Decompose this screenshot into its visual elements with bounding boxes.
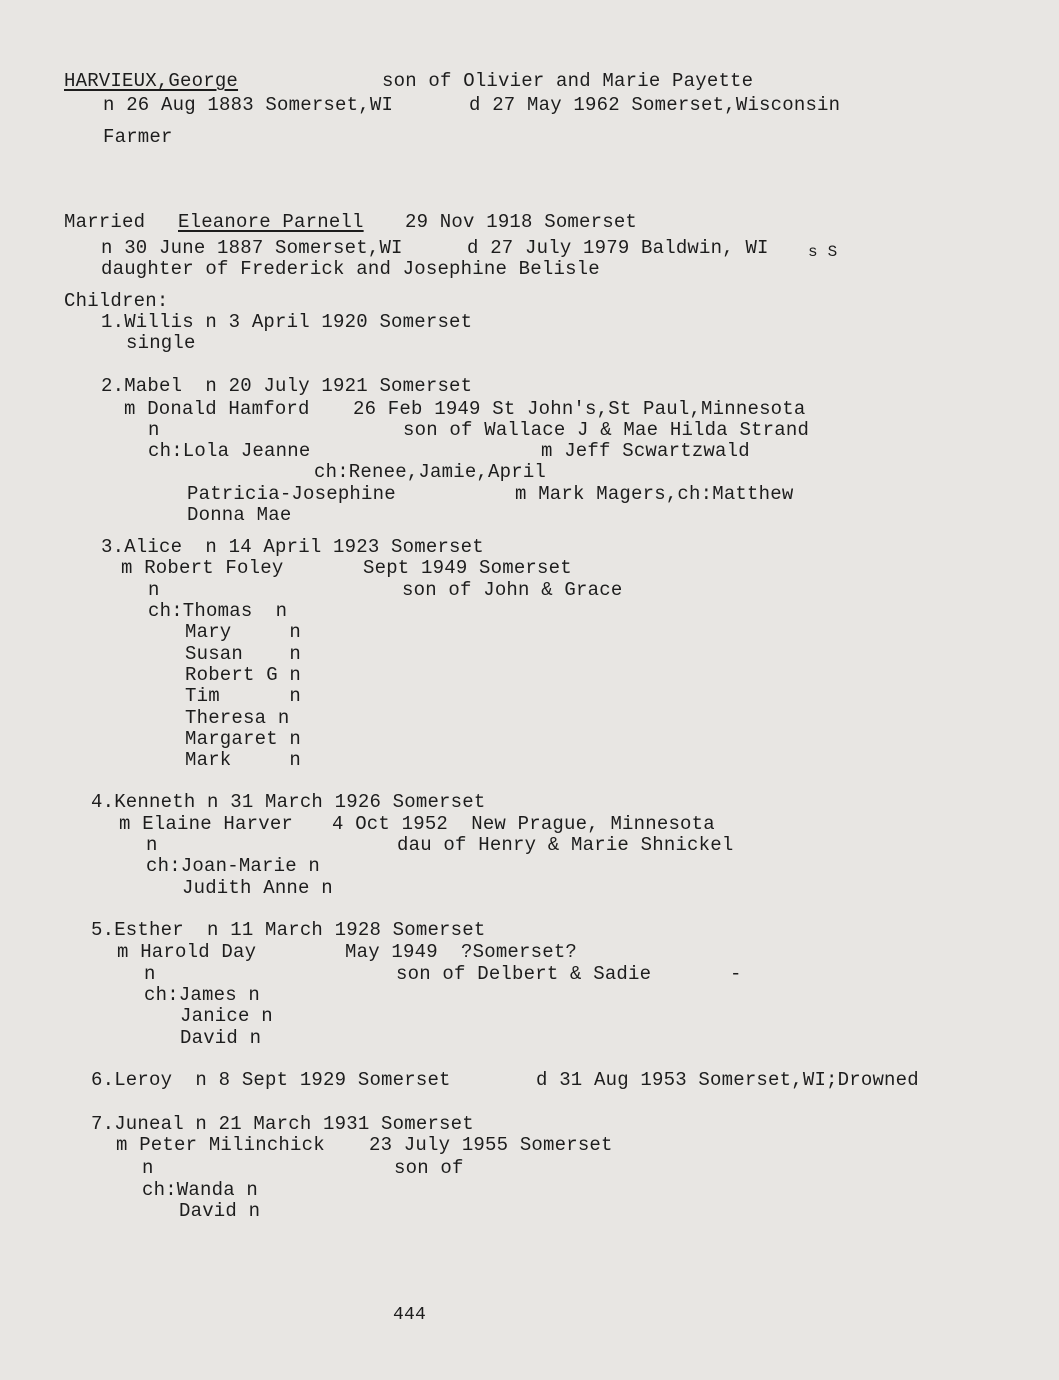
child-5-grandchild: ch:James n (144, 984, 261, 1006)
child-3-grandchild: Tim n (185, 685, 302, 707)
child-4-grandchild: ch:Joan-Marie n (146, 855, 321, 877)
child-3-grandchild: Robert G n (185, 664, 302, 686)
subject-death: d 27 May 1962 Somerset,Wisconsin (469, 94, 841, 116)
child-3-grandchild: Susan n (185, 643, 302, 665)
subject-parents: son of Olivier and Marie Payette (382, 70, 754, 92)
child-5-marriage-date: May 1949 ?Somerset? (345, 941, 578, 963)
child-5-marriage: m Harold Day (117, 941, 257, 963)
child-4-spouse-n: n (146, 834, 158, 856)
child-3-grandchild: ch:Thomas n (148, 600, 288, 622)
child-2-grandchild-3: Donna Mae (187, 504, 292, 526)
spouse-death-note: s S (808, 243, 838, 261)
child-2-spouse-parents: son of Wallace J & Mae Hilda Strand (403, 419, 810, 441)
child-6-line: 6.Leroy n 8 Sept 1929 Somerset (91, 1069, 451, 1091)
child-7-marriage-date: 23 July 1955 Somerset (369, 1134, 613, 1156)
subject-occupation: Farmer (103, 126, 173, 148)
child-2-great-grandchildren: ch:Renee,Jamie,April (314, 461, 547, 483)
child-7-spouse-parents: son of (394, 1157, 464, 1179)
child-3-spouse-n: n (148, 579, 160, 601)
child-3-line: 3.Alice n 14 April 1923 Somerset (101, 536, 484, 558)
child-7-line: 7.Juneal n 21 March 1931 Somerset (91, 1113, 474, 1135)
child-2-line: 2.Mabel n 20 July 1921 Somerset (101, 375, 473, 397)
spouse-name: Eleanore Parnell (178, 211, 364, 233)
child-1-line: 1.Willis n 3 April 1920 Somerset (101, 311, 473, 333)
child-5-grandchild: David n (180, 1027, 262, 1049)
child-5-spouse-parents: son of Delbert & Sadie (396, 963, 652, 985)
child-7-grandchild: ch:Wanda n (142, 1179, 259, 1201)
child-2-marriage-date: 26 Feb 1949 St John's,St Paul,Minnesota (353, 398, 806, 420)
child-3-grandchild: Theresa n (185, 707, 290, 729)
subject-name: HARVIEUX,George (64, 70, 239, 92)
child-4-marriage: m Elaine Harver (119, 813, 294, 835)
child-3-grandchild: Mary n (185, 621, 302, 643)
child-2-spouse-n: n (148, 419, 160, 441)
child-3-grandchild: Mark n (185, 749, 302, 771)
spouse-death: d 27 July 1979 Baldwin, WI (467, 237, 769, 259)
child-4-grandchild: Judith Anne n (182, 877, 333, 899)
child-3-spouse-parents: son of John & Grace (402, 579, 623, 601)
child-2-grandchild-2: Patricia-Josephine (187, 483, 396, 505)
child-4-marriage-date: 4 Oct 1952 New Prague, Minnesota (332, 813, 715, 835)
page-number: 444 (393, 1305, 427, 1325)
child-7-grandchild: David n (179, 1200, 261, 1222)
child-2-grandchild-1-marriage: m Jeff Scwartzwald (541, 440, 750, 462)
child-3-grandchild: Margaret n (185, 728, 302, 750)
child-5-grandchild: Janice n (180, 1005, 273, 1027)
child-1-note: single (126, 332, 196, 354)
children-label: Children: (64, 290, 169, 312)
subject-birth: n 26 Aug 1883 Somerset,WI (103, 94, 394, 116)
spouse-parents: daughter of Frederick and Josephine Belisle (101, 258, 600, 280)
child-7-marriage: m Peter Milinchick (116, 1134, 325, 1156)
marriage-date-place: 29 Nov 1918 Somerset (405, 211, 638, 233)
child-2-marriage: m Donald Hamford (124, 398, 310, 420)
child-3-marriage: m Robert Foley (121, 557, 284, 579)
child-5-dash: - (730, 963, 742, 985)
child-4-spouse-parents: dau of Henry & Marie Shnickel (397, 834, 734, 856)
child-3-marriage-date: Sept 1949 Somerset (363, 557, 572, 579)
spouse-birth: n 30 June 1887 Somerset,WI (101, 237, 403, 259)
child-2-grandchild-1: ch:Lola Jeanne (148, 440, 311, 462)
child-5-spouse-n: n (144, 963, 156, 985)
married-label: Married (64, 211, 146, 233)
child-4-line: 4.Kenneth n 31 March 1926 Somerset (91, 791, 486, 813)
child-5-line: 5.Esther n 11 March 1928 Somerset (91, 919, 486, 941)
child-6-death: d 31 Aug 1953 Somerset,WI;Drowned (536, 1069, 919, 1091)
child-7-spouse-n: n (142, 1157, 154, 1179)
child-2-grandchild-2-marriage: m Mark Magers,ch:Matthew (515, 483, 794, 505)
